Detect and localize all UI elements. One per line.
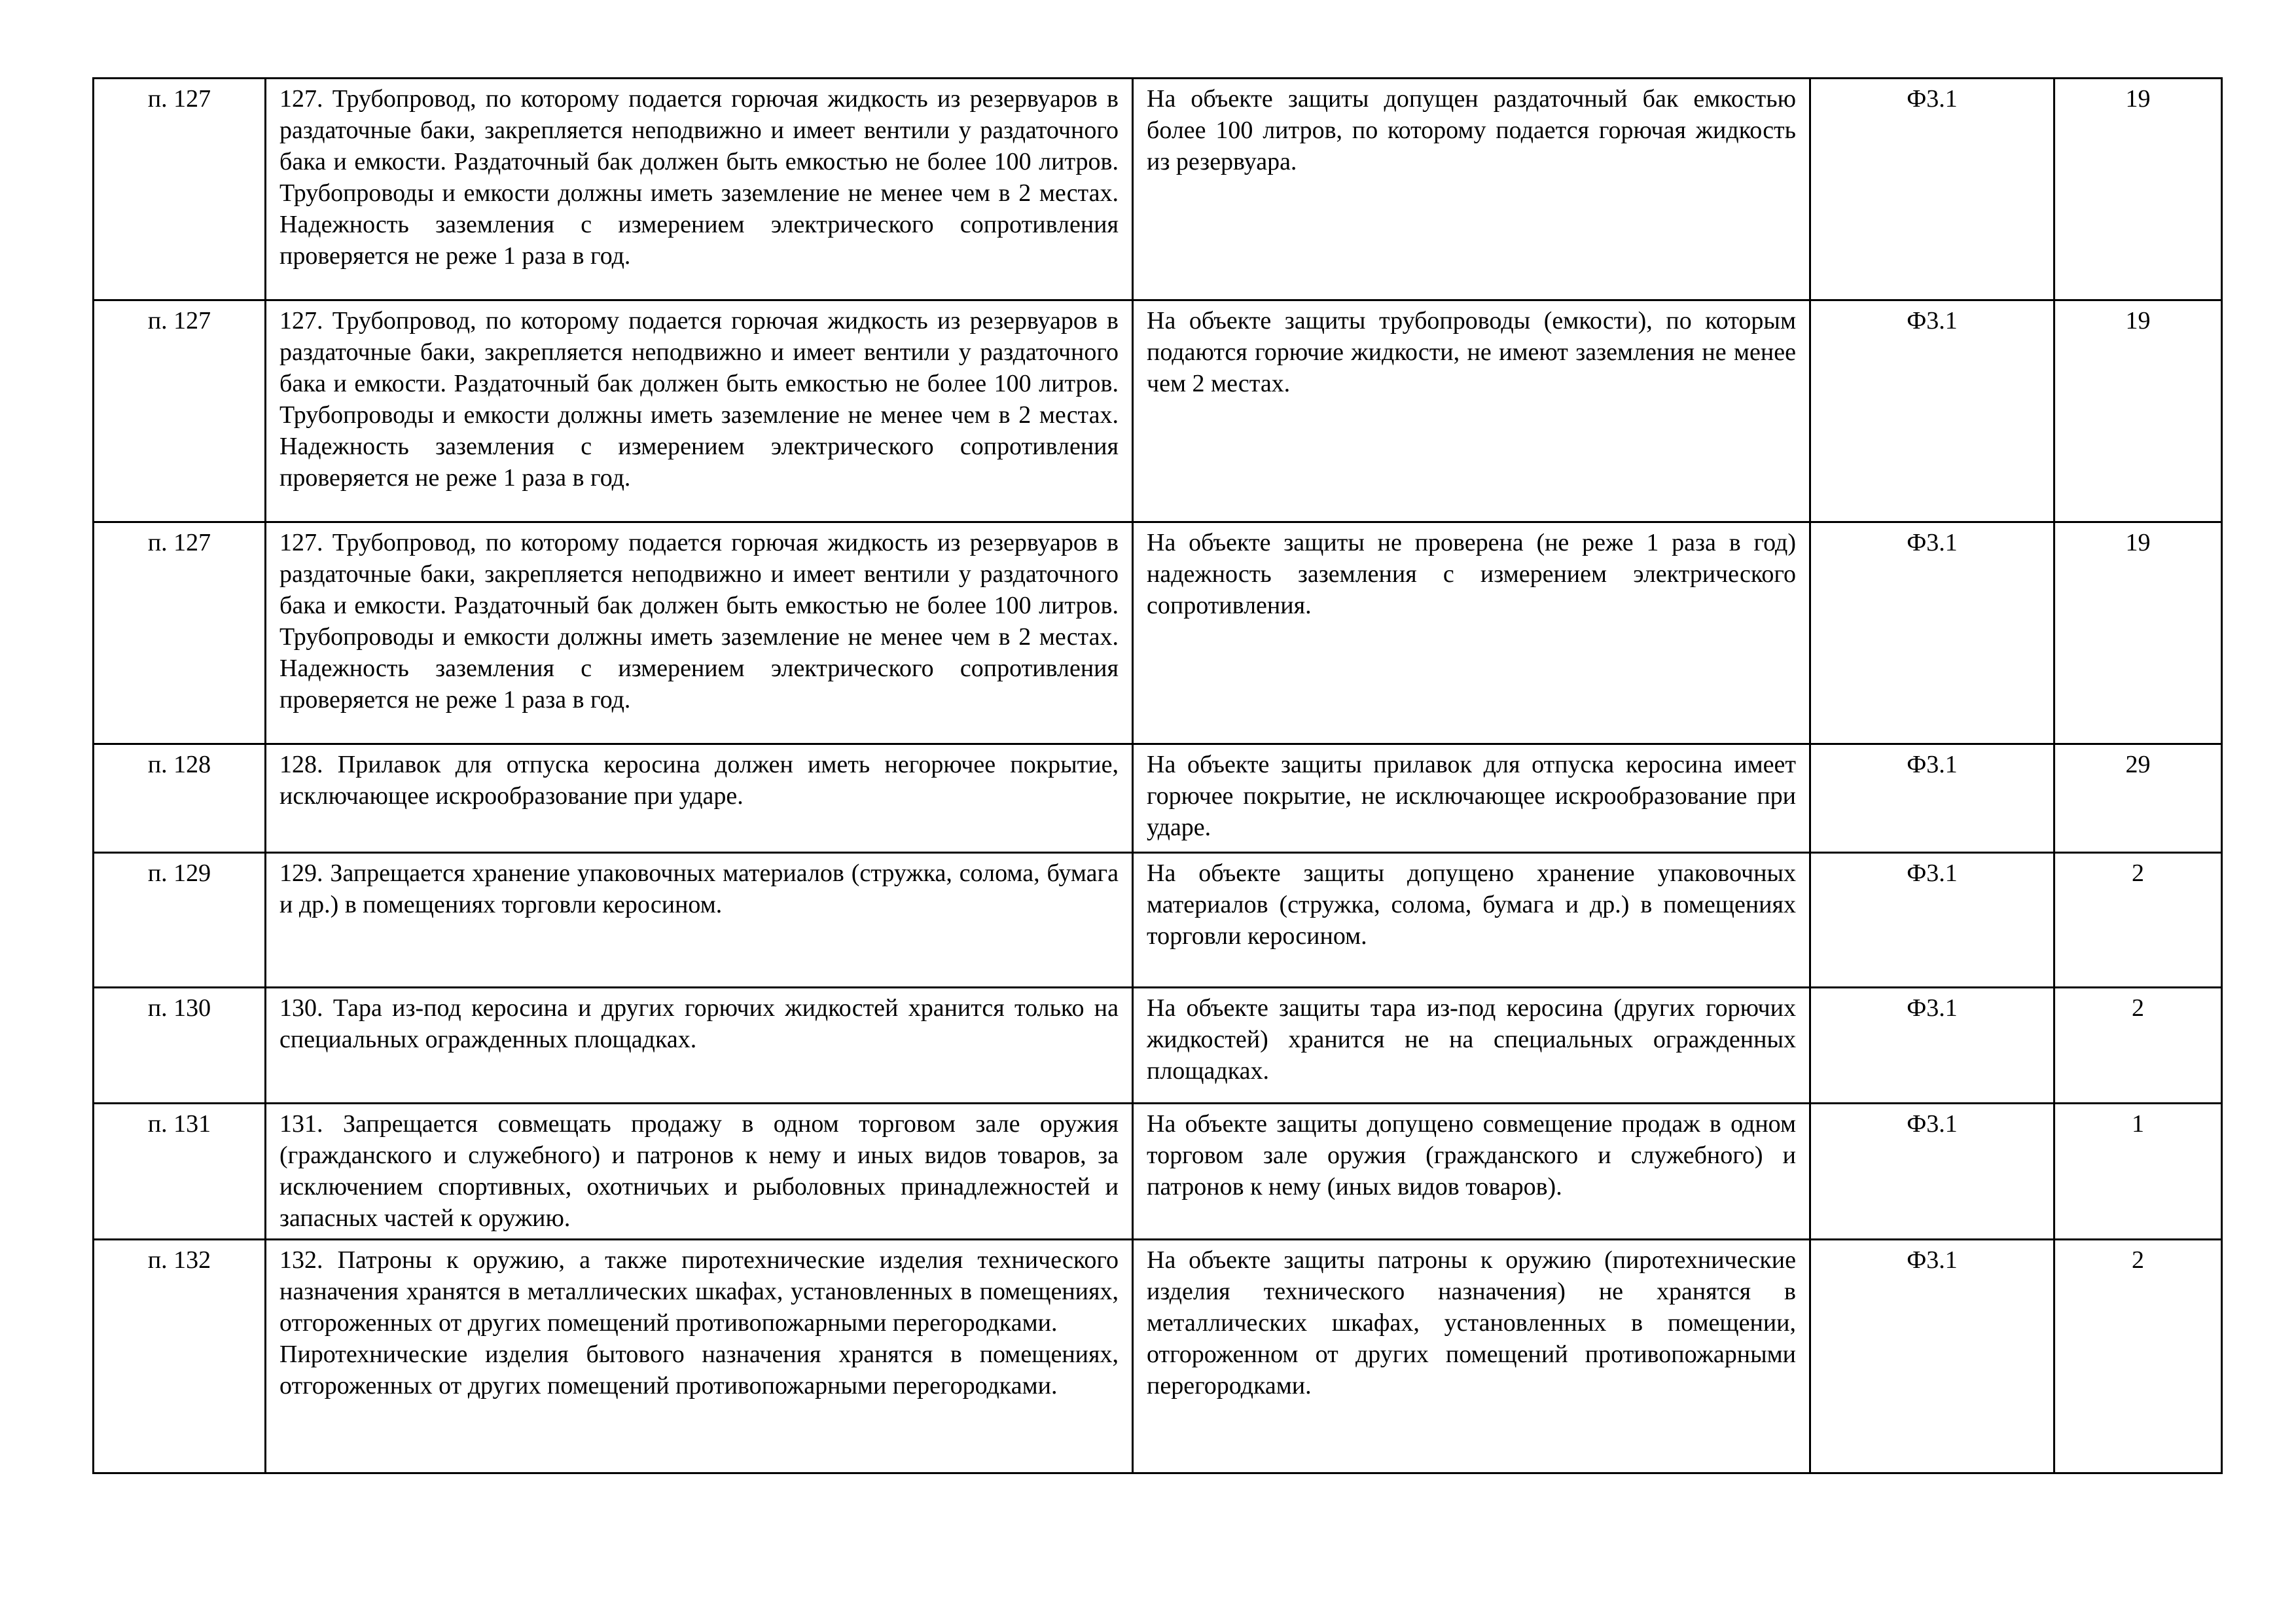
table-row bbox=[94, 1240, 2222, 1473]
clause-ref-cell: п. 127 bbox=[94, 522, 266, 744]
violation-cell: На объекте защиты не проверена (не реже 1 раза в год) надежность заземления с измерением электрического сопротивления. bbox=[1133, 522, 1810, 744]
table-row bbox=[94, 522, 2222, 744]
requirement-paragraph: 130. Тара из-под керосина и других горючих жидкостей хранится только на специальных огражденных площадках. bbox=[279, 994, 1119, 1053]
requirement-paragraph: Пиротехнические изделия бытового назначения хранятся в помещениях, отгороженных от других помещений противопожарными перегородками. bbox=[279, 1341, 1119, 1399]
requirement-cell bbox=[266, 744, 1133, 853]
requirement-paragraph: 127. Трубопровод, по которому подается горючая жидкость из резервуаров в раздаточные баки, закрепляется неподвижно и имеет вентили у раздаточного бака и емкости. Раздаточный бак должен быть емкостью не более 100 литров. Трубопроводы и емкости должны иметь заземление не менее чем в 2 местах. Надежность заземления с измерением электрического сопротивления проверяется не реже 1 раза в год. bbox=[279, 85, 1119, 270]
clause-ref-cell: п. 127 bbox=[94, 300, 266, 522]
violation-cell: На объекте защиты патроны к оружию (пиротехнические изделия технического назначения) не хранятся в металлических шкафах, установленных в помещении, отгороженном от других помещений противопожарными перегородками. bbox=[1133, 1240, 1810, 1473]
requirement-cell bbox=[266, 988, 1133, 1104]
number-cell: 2 bbox=[2054, 1240, 2222, 1473]
clause-ref-cell: п. 127 bbox=[94, 79, 266, 300]
class-cell: Ф3.1 bbox=[1810, 744, 2054, 853]
table-row bbox=[94, 988, 2222, 1104]
clause-ref-cell: п. 128 bbox=[94, 744, 266, 853]
requirement-cell bbox=[266, 1240, 1133, 1473]
table-row bbox=[94, 744, 2222, 853]
class-cell: Ф3.1 bbox=[1810, 853, 2054, 988]
number-cell: 19 bbox=[2054, 300, 2222, 522]
requirement-paragraph: 128. Прилавок для отпуска керосина должен иметь негорючее покрытие, исключающее искрообразование при ударе. bbox=[279, 751, 1119, 810]
clause-ref-cell: п. 132 bbox=[94, 1240, 266, 1473]
requirements-table bbox=[92, 77, 2223, 1474]
number-cell: 19 bbox=[2054, 522, 2222, 744]
violation-cell: На объекте защиты тара из-под керосина (других горючих жидкостей) хранится не на специальных огражденных площадках. bbox=[1133, 988, 1810, 1104]
table-row bbox=[94, 300, 2222, 522]
class-cell: Ф3.1 bbox=[1810, 1240, 2054, 1473]
requirement-paragraph: 132. Патроны к оружию, а также пиротехнические изделия технического назначения хранятся в металлических шкафах, установленных в помещениях, отгороженных от других помещений противопожарными перегородками. bbox=[279, 1246, 1119, 1337]
number-cell: 1 bbox=[2054, 1104, 2222, 1240]
class-cell: Ф3.1 bbox=[1810, 988, 2054, 1104]
table-row bbox=[94, 853, 2222, 988]
violation-cell: На объекте защиты трубопроводы (емкости), по которым подаются горючие жидкости, не имеют заземления не менее чем 2 местах. bbox=[1133, 300, 1810, 522]
requirement-cell bbox=[266, 522, 1133, 744]
requirement-cell bbox=[266, 79, 1133, 300]
requirement-paragraph: 127. Трубопровод, по которому подается горючая жидкость из резервуаров в раздаточные баки, закрепляется неподвижно и имеет вентили у раздаточного бака и емкости. Раздаточный бак должен быть емкостью не более 100 литров. Трубопроводы и емкости должны иметь заземление не менее чем в 2 местах. Надежность заземления с измерением электрического сопротивления проверяется не реже 1 раза в год. bbox=[279, 307, 1119, 492]
requirement-paragraph: 127. Трубопровод, по которому подается горючая жидкость из резервуаров в раздаточные баки, закрепляется неподвижно и имеет вентили у раздаточного бака и емкости. Раздаточный бак должен быть емкостью не более 100 литров. Трубопроводы и емкости должны иметь заземление не менее чем в 2 местах. Надежность заземления с измерением электрического сопротивления проверяется не реже 1 раза в год. bbox=[279, 529, 1119, 713]
requirement-cell bbox=[266, 853, 1133, 988]
clause-ref-cell: п. 130 bbox=[94, 988, 266, 1104]
table-row bbox=[94, 1104, 2222, 1240]
clause-ref-cell: п. 131 bbox=[94, 1104, 266, 1240]
violation-cell: На объекте защиты допущено совмещение продаж в одном торговом зале оружия (гражданского и служебного) и патронов к нему (иных видов товаров). bbox=[1133, 1104, 1810, 1240]
number-cell: 2 bbox=[2054, 853, 2222, 988]
table-row bbox=[94, 79, 2222, 300]
class-cell: Ф3.1 bbox=[1810, 1104, 2054, 1240]
number-cell: 2 bbox=[2054, 988, 2222, 1104]
violation-cell: На объекте защиты допущено хранение упаковочных материалов (стружка, солома, бумага и др.) в помещениях торговли керосином. bbox=[1133, 853, 1810, 988]
violation-cell: На объекте защиты прилавок для отпуска керосина имеет горючее покрытие, не исключающее искрообразование при ударе. bbox=[1133, 744, 1810, 853]
class-cell: Ф3.1 bbox=[1810, 522, 2054, 744]
requirement-cell bbox=[266, 300, 1133, 522]
clause-ref-cell: п. 129 bbox=[94, 853, 266, 988]
document-page bbox=[92, 77, 2221, 1474]
requirement-paragraph: 129. Запрещается хранение упаковочных материалов (стружка, солома, бумага и др.) в помещениях торговли керосином. bbox=[279, 859, 1119, 918]
number-cell: 29 bbox=[2054, 744, 2222, 853]
requirement-cell bbox=[266, 1104, 1133, 1240]
class-cell: Ф3.1 bbox=[1810, 300, 2054, 522]
requirement-paragraph: 131. Запрещается совмещать продажу в одном торговом зале оружия (гражданского и служебного) и патронов к нему и иных видов товаров, за исключением спортивных, охотничьих и рыболовных принадлежностей и запасных частей к оружию. bbox=[279, 1110, 1119, 1232]
class-cell: Ф3.1 bbox=[1810, 79, 2054, 300]
violation-cell: На объекте защиты допущен раздаточный бак емкостью более 100 литров, по которому подается горючая жидкость из резервуара. bbox=[1133, 79, 1810, 300]
number-cell: 19 bbox=[2054, 79, 2222, 300]
